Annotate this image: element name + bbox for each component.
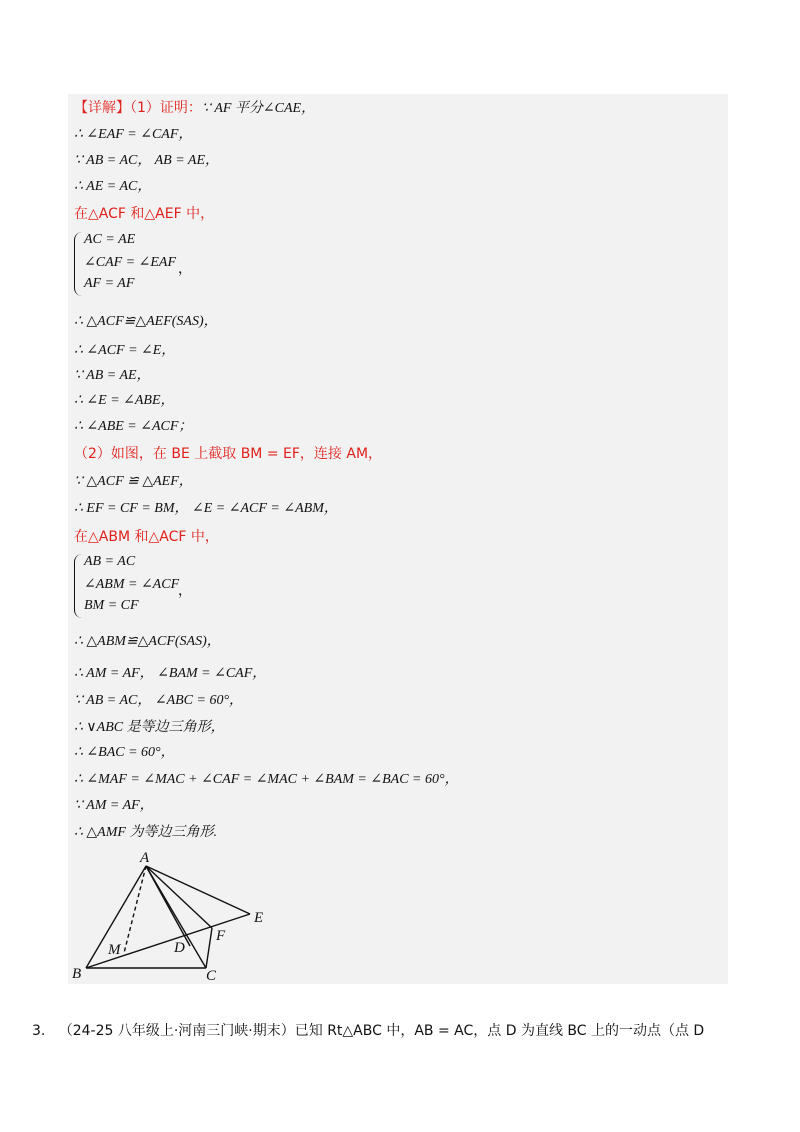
reason-line: ∴ △ABM≌△ACF(SAS)， — [74, 634, 221, 649]
label-b: B — [72, 966, 82, 982]
reason-line: ∴ EF = CF = BM， ∠E = ∠ACF = ∠ABM， — [74, 501, 338, 516]
reason-line: ∴ AM = AF， ∠BAM = ∠CAF， — [74, 666, 267, 681]
solution-header — [74, 99, 315, 118]
question-3 — [32, 1020, 704, 1040]
equation-system — [74, 554, 224, 618]
part1-label: （1）证明： — [130, 100, 202, 116]
segment-cf — [206, 928, 212, 968]
system-row: ∠CAF = ∠EAF — [84, 255, 177, 270]
reason-line: ∴ ∠ACF = ∠E， — [74, 343, 176, 358]
reason-line: ∵ AB = AE， — [74, 368, 151, 383]
reason-line: ∴ ∠ABE = ∠ACF； — [74, 419, 193, 434]
brace — [74, 554, 83, 618]
reason-line: ∵ AB = AC， ∠ABC = 60°， — [74, 693, 244, 708]
question-text: 已知 Rt△ABC 中，AB = AC，点 D 为直线 BC 上的一动点（点 D — [294, 1023, 705, 1039]
segment-ad — [146, 866, 190, 946]
segment-am-dashed — [124, 866, 146, 953]
reason-line: ∴ △AMF 为等边三角形. — [74, 825, 217, 840]
reason-line: ∴ ∨ABC 是等边三角形， — [74, 720, 225, 735]
segment-ae — [146, 866, 250, 914]
label-c: C — [206, 968, 217, 984]
question-source: （24-25 八年级上·河南三门峡·期末） — [58, 1023, 295, 1039]
label-m: M — [108, 942, 121, 958]
reason-line: 在△ABM 和△ACF 中， — [74, 529, 219, 545]
label-f: F — [216, 928, 226, 944]
solution-tag: 【详解】 — [74, 100, 130, 116]
system-row: AB = AC — [84, 554, 136, 569]
reason-line: ∴ ∠EAF = ∠CAF， — [74, 127, 193, 142]
system-tail: ， — [178, 261, 192, 277]
reason-line: ∴ ∠E = ∠ABE， — [74, 393, 175, 408]
reason-line: ∴ ∠BAC = 60°， — [74, 745, 175, 760]
geometry-figure — [68, 848, 288, 984]
segment-af — [146, 866, 212, 928]
segment-be — [86, 914, 250, 968]
label-e: E — [254, 910, 264, 926]
reason-line: ∵ AM = AF， — [74, 798, 154, 813]
label-a: A — [140, 850, 150, 866]
system-tail: ， — [178, 583, 192, 599]
question-number: 3. — [32, 1023, 46, 1039]
equation-system — [74, 232, 224, 296]
reason-line: ∴ AE = AC， — [74, 179, 152, 194]
label-d: D — [174, 940, 185, 956]
reason-line: ∵ AF 平分∠CAE， — [201, 101, 316, 116]
system-row: ∠ABM = ∠ACF — [84, 577, 180, 592]
reason-line: ∵ AB = AC， AB = AE， — [74, 153, 219, 168]
system-row: BM = CF — [84, 598, 139, 613]
part2-line: （2）如图，在 BE 上截取 BM = EF，连接 AM， — [74, 446, 383, 462]
brace — [74, 232, 83, 296]
reason-line: ∴ △ACF≌△AEF(SAS)， — [74, 314, 218, 329]
reason-line: ∵ △ACF ≌ △AEF， — [74, 474, 193, 489]
reason-line: 在△ACF 和△AEF 中， — [74, 206, 215, 222]
system-row: AF = AF — [84, 276, 135, 291]
system-row: AC = AE — [84, 232, 136, 247]
reason-line: ∴ ∠MAF = ∠MAC + ∠CAF = ∠MAC + ∠BAM = ∠BAC = 60°， — [74, 772, 459, 787]
